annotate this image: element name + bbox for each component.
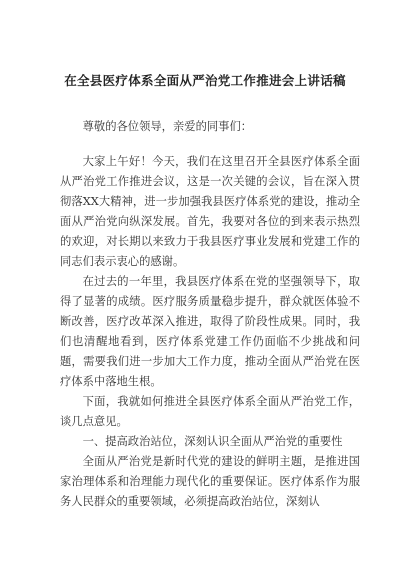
paragraph-section-one: 全面从严治党是新时代党的建设的鲜明主题，是推进国家治理体系和治理能力现代化的重要保证。医疗体系作为服务人民群众的重要领域，必须提高政治站位，深刻认 <box>60 455 360 508</box>
greeting-line: 尊敬的各位领导，亲爱的同事们： <box>82 120 253 133</box>
document-title: 在全县医疗体系全面从严治党工作推进会上讲话稿 <box>64 73 346 88</box>
document-body <box>60 117 360 512</box>
paragraph-intro-points: 下面，我就如何推进全县医疗体系全面从严治党工作，谈几点意见。 <box>60 395 360 428</box>
paragraph-past-year: 在过去的一年里，我县医疗体系在党的坚强领导下，取得了显著的成绩。医疗服务质量稳步提升，群众就医体验不断改善，医疗改革深入推进，取得了阶段性成果。同时，我们也清醒地看到，医疗体系党建工作仍面临不少挑战和问题，需要我们进一步加大工作力度，推动全面从严治党在医疗体系中落地生根。 <box>60 275 360 388</box>
section-heading-one: 一、提高政治站位，深刻认识全面从严治党的重要性 <box>82 435 343 448</box>
paragraph-opening: 大家上午好！今天，我们在这里召开全县医疗体系全面从严治党工作推进会议，这是一次关键的会议，旨在深入贯彻落XX大精神，进一步加强我县医疗体系党的建设，推动全面从严治党向纵深发展。首先，我要对各位的到来表示热烈的欢迎，对长期以来致力于我县医疗事业发展和党建工作的同志们表示衷心的感谢。 <box>60 155 360 268</box>
